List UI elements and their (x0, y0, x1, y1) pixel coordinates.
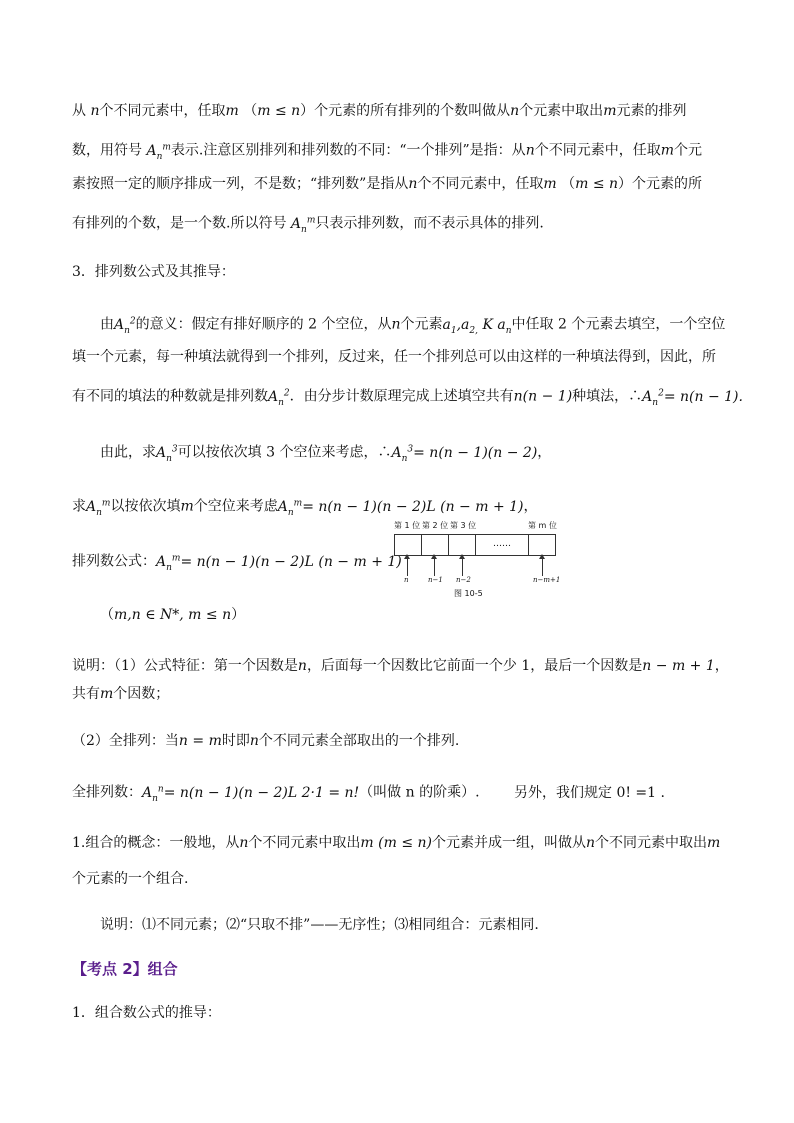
para-def-line1 (72, 101, 686, 121)
symbol-A-2n: $A_n^2$ (268, 388, 290, 408)
note-1-line2 (72, 684, 169, 704)
math-n: n (585, 835, 596, 851)
fig-box-dots: …… (475, 534, 529, 556)
text: 由此，求 (100, 444, 156, 461)
text: 时即 (221, 733, 250, 749)
text: 个元素并成一组，叫做从 (431, 835, 586, 851)
fig-bottom-1: n (404, 576, 409, 584)
fig-label-3: 第 3 位 (450, 521, 477, 530)
math-n: n (510, 103, 520, 119)
section-heading-topic2: 【考点 2】组合 (72, 960, 178, 978)
math-m: m (707, 835, 721, 851)
formula-Amn: $A_n^m= n(n - 1)(n - 2)L$ (n − m + 1) (156, 553, 402, 573)
text: 的意义：假定有排好顺序的 2 个空位，从 (135, 316, 392, 333)
fig-bottom-m: n−m+1 (533, 576, 561, 584)
text: ，后面每一个因数比它前面一个少 1，最后一个因数是 (306, 658, 643, 674)
math-n: n (391, 316, 401, 333)
text: 从 (72, 103, 86, 119)
fig-box-3 (448, 534, 476, 556)
math-m: m (180, 498, 194, 515)
para-def-line3 (72, 174, 702, 194)
text: 个不同元素中，任取 (534, 142, 661, 159)
math-m: m (100, 686, 114, 702)
math-condition: m,n ∈ N*, m ≤ n (114, 607, 232, 623)
text: （ (243, 103, 258, 119)
text: 全排列数： (72, 784, 142, 801)
para-Amn (72, 493, 538, 522)
math-a-sequence: $a_1,a_{2,}$ K $a_n$ (442, 316, 512, 336)
fig-label-1: 第 1 位 (394, 521, 421, 530)
math-n-n-1: n(n − 1) (513, 388, 573, 405)
para-def-line4 (72, 210, 544, 239)
combination-def-line1 (72, 833, 720, 853)
math-n: n (525, 142, 535, 159)
math-n: n (90, 103, 100, 119)
text: 个不同元素中取出 (595, 835, 708, 851)
text: 表示.注意区别排列和排列数的不同：“一个排列”是指：从 (170, 142, 526, 159)
text: 个不同元素中，任取 (99, 103, 226, 119)
text: 只表示排列数，而不表示具体的排列. (315, 215, 544, 232)
note-3: 说明：⑴不同元素；⑵“只取不排”——无序性；⑶相同组合：元素相同. (100, 917, 539, 933)
text: 求 (72, 498, 86, 515)
text: ．由分步计数原理完成上述填空共有 (289, 388, 514, 405)
permutation-formula (72, 548, 402, 577)
text: 可以按依次填 3 个空位来考虑，∴ (177, 444, 392, 461)
text: ）个元素的所 (618, 176, 703, 192)
formula-Ann: $A_n^n= n(n - 1)(n - 2)L$ 2·1 = n! (142, 784, 360, 804)
text: ） (231, 607, 246, 623)
text: 以按依次填 (110, 498, 181, 515)
text: 个元素 (400, 316, 443, 333)
text: ， (714, 658, 729, 674)
note-1-line1 (72, 656, 729, 676)
para-meaning-line1 (100, 311, 725, 340)
text: ）个元素的所有排列的个数叫做从 (300, 103, 511, 119)
text: ， (537, 444, 552, 461)
symbol-A-mn: $A_n^m$ (146, 142, 171, 162)
text: 有排列的个数，是一个数.所以符号 (72, 215, 287, 232)
math-n-m-1: n − m + 1 (642, 658, 715, 674)
text: 由 (100, 316, 114, 333)
text: 个元 (674, 142, 702, 159)
symbol-A-mn: $A_n^m$ (86, 498, 111, 518)
math-m: m (360, 835, 374, 851)
para-A3n (100, 439, 551, 468)
text: （叫做 n 的阶乘）. (359, 784, 480, 801)
text: 个元素中取出 (519, 103, 604, 119)
para-meaning-line3 (72, 383, 743, 412)
text: 有不同的填法的种数就是排列数 (72, 388, 268, 405)
math-m: m (225, 103, 239, 119)
symbol-A-3n: $A_n^3$ (156, 444, 178, 464)
symbol-A-2n: $A_n^2$ (114, 316, 136, 336)
section-3-title: 3．排列数公式及其推导： (72, 264, 235, 280)
text: （ (561, 176, 576, 192)
text: 说明：（1）公式特征：第一个因数是 (72, 658, 298, 674)
para-def-line2 (72, 137, 702, 166)
fig-box-2 (421, 534, 449, 556)
math-m: m (660, 142, 674, 159)
text: 个因数； (113, 686, 170, 702)
math-n: n (297, 658, 307, 674)
symbol-A-mn: $A_n^m$ (290, 215, 316, 235)
text: 排列数公式： (72, 553, 156, 570)
text: （ (100, 607, 114, 623)
para-meaning-line2: 填一个元素，每一种填法就得到一个排列，反过来，任一个排列总可以由这样的一种填法得到，因此，所 (72, 349, 716, 365)
formula-condition (100, 605, 245, 625)
text: 种填法，∴ (572, 388, 643, 405)
fig-arrow-m (542, 556, 543, 576)
text: 1.组合的概念：一般地，从 (72, 835, 240, 851)
fig-arrow-3 (462, 556, 463, 576)
fig-caption: 图 10-5 (454, 589, 483, 598)
formula-Amn: $A_n^m= n(n - 1)(n - 2)L$ (n − m + 1) (277, 498, 524, 518)
fig-arrow-1 (407, 556, 408, 576)
full-permutation (72, 779, 665, 808)
figure-10-5 (388, 520, 568, 598)
text: 数，用符号 (72, 142, 142, 159)
text: 另外，我们规定 0! =1 . (514, 784, 665, 801)
fig-arrow-2 (434, 556, 435, 576)
text: 共有 (72, 686, 100, 702)
formula-A2n: $A_n^2= n(n - 1)$. (642, 388, 743, 408)
combination-def-line2: 个元素的一个组合. (72, 871, 189, 887)
text: 素按照一定的顺序排成一列，不是数；“排列数”是指从 (72, 176, 409, 192)
section-1-title: 1．组合数公式的推导： (72, 1005, 221, 1021)
fig-bottom-3: n−2 (456, 576, 471, 584)
math-n: n (239, 835, 249, 851)
fig-box-1 (394, 534, 422, 556)
math-m: m (603, 103, 617, 119)
fig-box-m (528, 534, 556, 556)
math-m-le-n: m ≤ n (257, 103, 301, 119)
text: 中任取 2 个元素去填空，一个空位 (511, 316, 726, 333)
text: 个不同元素全部取出的一个排列. (258, 733, 460, 749)
text: 个不同元素中，任取 (417, 176, 544, 192)
text: ， (523, 498, 538, 515)
math-n-eq-m: n = m (178, 733, 222, 749)
fig-bottom-2: n−1 (428, 576, 443, 584)
text: 个空位来考虑 (193, 498, 278, 515)
text: 元素的排列 (616, 103, 687, 119)
math-m: m (543, 176, 557, 192)
note-2 (72, 731, 459, 751)
math-m-le-n: m ≤ n (575, 176, 619, 192)
math-n: n (249, 733, 259, 749)
math-n: n (408, 176, 418, 192)
fig-label-2: 第 2 位 (422, 521, 449, 530)
math-m-le-n: (m ≤ n) (378, 835, 432, 851)
text: 个不同元素中取出 (248, 835, 361, 851)
formula-A3n: $A_n^3= n(n - 1)(n - 2)$ (391, 444, 538, 464)
text: （2）全排列：当 (72, 733, 179, 749)
fig-label-m: 第 m 位 (528, 521, 557, 530)
